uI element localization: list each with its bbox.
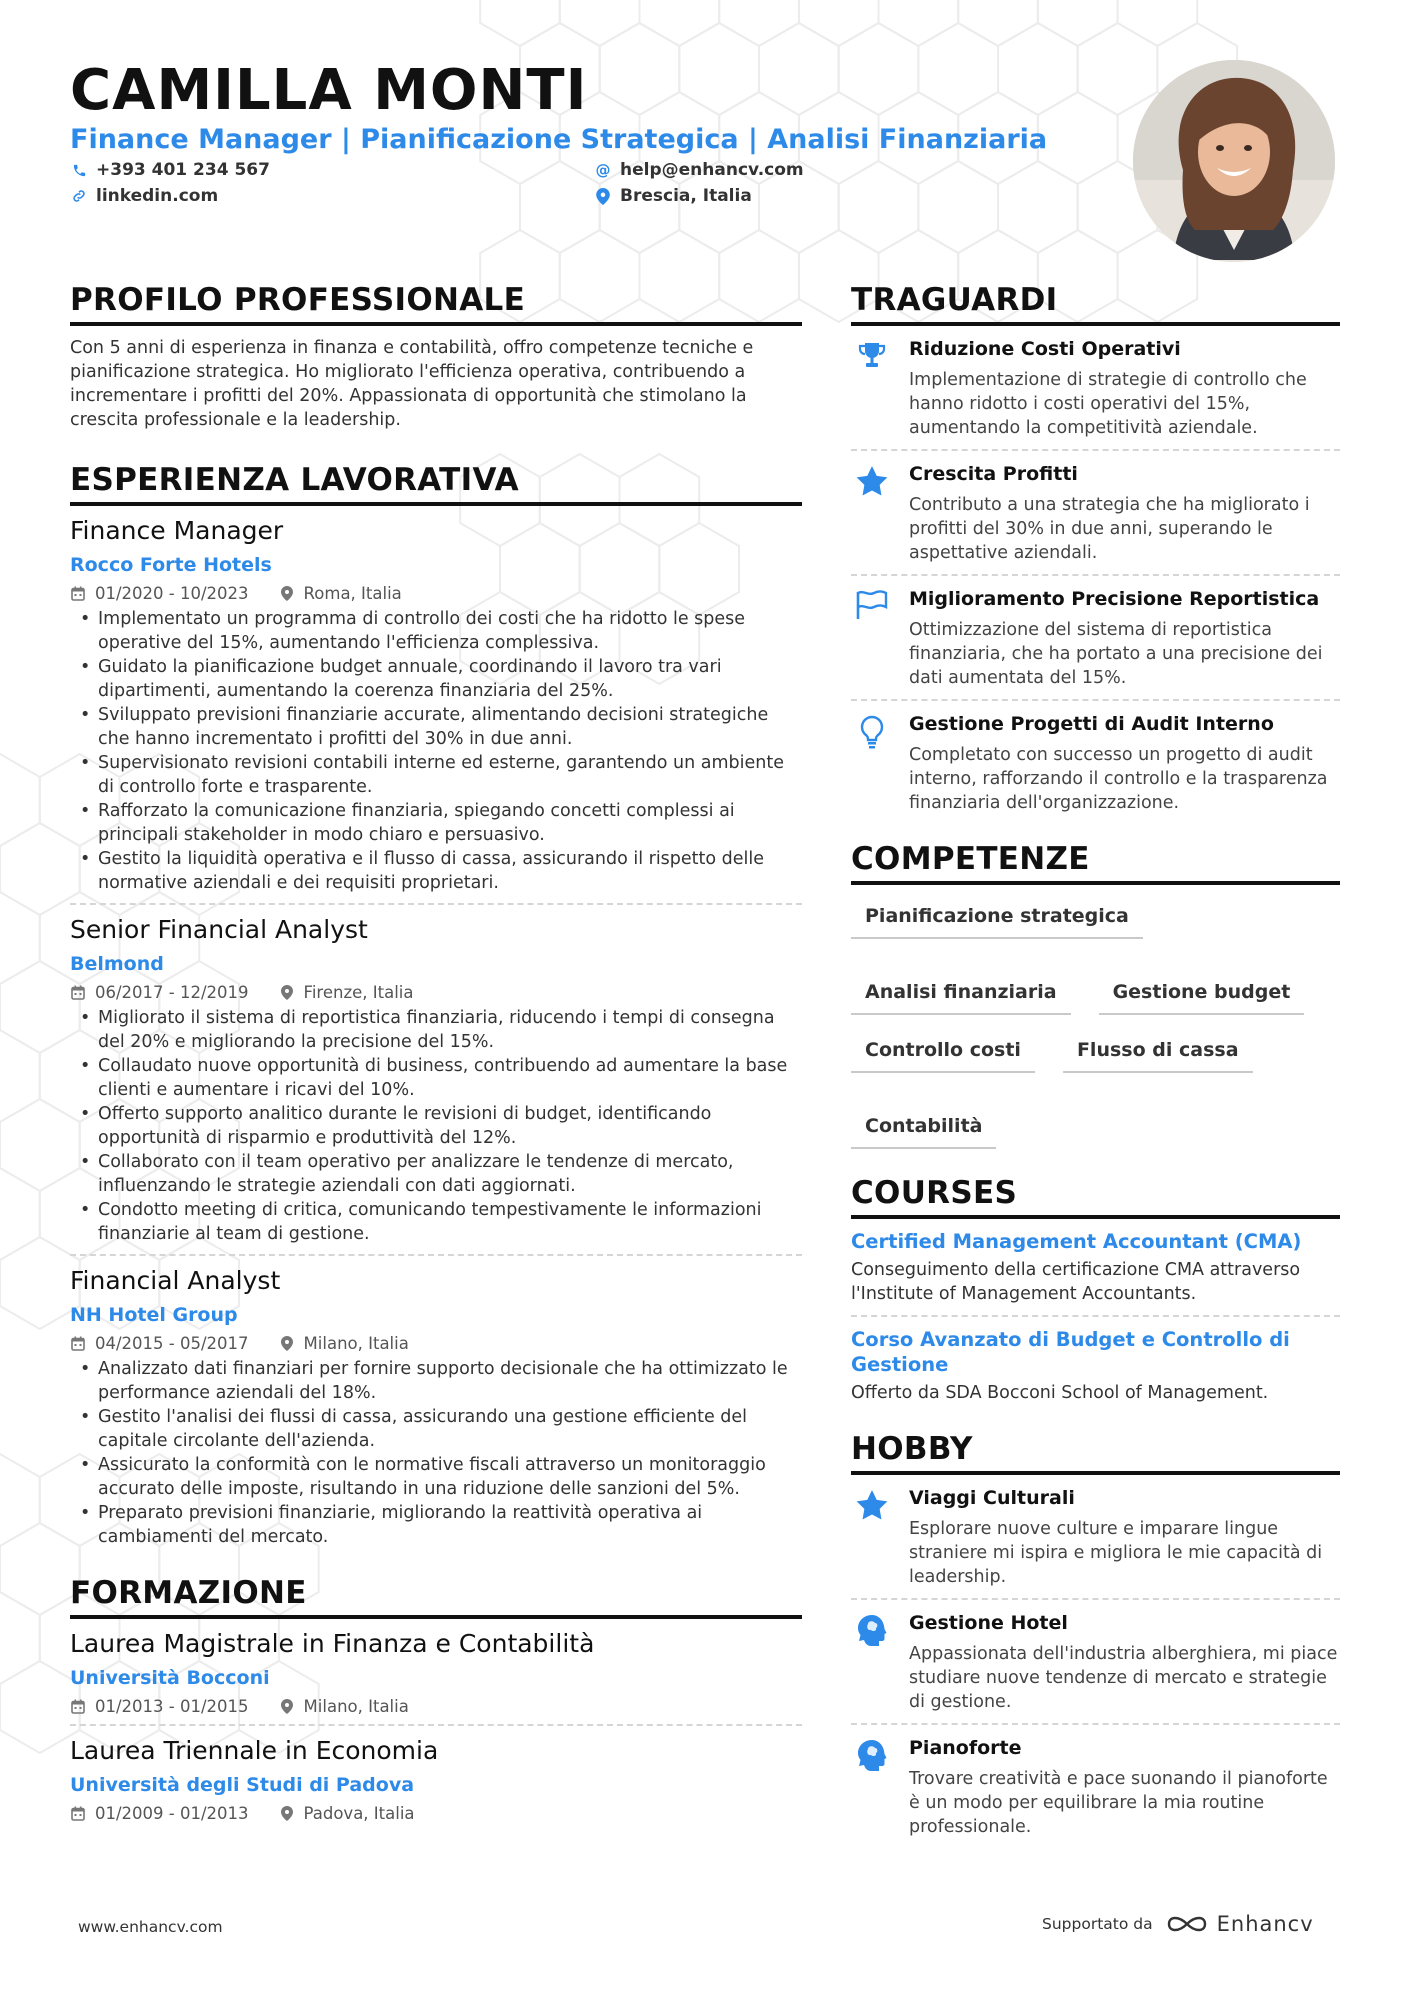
- date-range: [70, 1697, 249, 1716]
- hobby-body: [909, 1487, 1340, 1589]
- location-text: Firenze, Italia: [303, 983, 414, 1002]
- skill-tag: Pianificazione strategica: [851, 899, 1143, 939]
- location-pin-icon: [279, 1806, 295, 1821]
- education-entry: [70, 1736, 802, 1823]
- skill-tag: Analisi finanziaria: [851, 975, 1071, 1015]
- date-text: 01/2009 - 01/2013: [95, 1804, 249, 1823]
- achievement-item: [851, 451, 1340, 565]
- hobby-title: Viaggi Culturali: [909, 1487, 1075, 1509]
- profile-photo: [1133, 60, 1335, 262]
- section-title-courses: COURSES: [851, 1175, 1340, 1219]
- degree-title: Laurea Magistrale in Finanza e Contabilità: [70, 1629, 595, 1658]
- achievement-item: [851, 576, 1340, 690]
- achievement-body: [909, 338, 1340, 440]
- education-entry: [70, 1629, 802, 1726]
- courses-list: [851, 1229, 1340, 1405]
- location-text: Padova, Italia: [303, 1804, 415, 1823]
- skills-list: [851, 899, 1340, 1149]
- bullet-item: • Implementato un programma di controllo dei costi che ha ridotto le spese operative del 15%, aumentando l'efficienza complessiva.: [70, 607, 802, 655]
- job-title: Finance Manager: [70, 516, 284, 545]
- achievement-body: [909, 463, 1340, 565]
- meta-row: [70, 584, 802, 603]
- job-title: Financial Analyst: [70, 1266, 281, 1295]
- divider: [70, 903, 802, 905]
- bullet-item: • Sviluppato previsioni finanziarie accurate, alimentando decisioni strategiche che hanno incrementato i profitti del 30% in due anni.: [70, 703, 802, 751]
- hobby-body: [909, 1737, 1340, 1839]
- location-pin-icon: [279, 1336, 295, 1351]
- hobby-description: Trovare creatività e pace suonando il pianoforte è un modo per equilibrare la mia routine professionale.: [909, 1769, 1328, 1837]
- achievement-title: Riduzione Costi Operativi: [909, 338, 1181, 360]
- lightbulb-icon: [851, 713, 893, 815]
- linkedin-text: linkedin.com: [96, 186, 219, 206]
- enhancv-logo-icon: [1165, 1912, 1209, 1936]
- section-title-experience: ESPERIENZA LAVORATIVA: [70, 462, 802, 506]
- phone-icon: [70, 161, 88, 179]
- meta-row: [70, 1334, 802, 1353]
- hobby-item: [851, 1725, 1340, 1839]
- achievement-body: [909, 588, 1340, 690]
- location: [279, 584, 402, 603]
- bullet-item: • Offerto supporto analitico durante le revisioni di budget, identificando opportunità di risparmio e produttività del 12%.: [70, 1102, 802, 1150]
- location-text: Roma, Italia: [303, 584, 402, 603]
- bullet-item: • Condotto meeting di critica, comunicando tempestivamente le informazioni finanziarie al team di gestione.: [70, 1198, 802, 1246]
- meta-row: [70, 1804, 802, 1823]
- at-icon: @: [595, 161, 611, 179]
- divider: [70, 1254, 802, 1256]
- bullet-item: • Supervisionato revisioni contabili interne ed esterne, garantendo un ambiente di controllo forte e trasparente.: [70, 751, 802, 799]
- calendar-icon: [70, 1336, 86, 1351]
- bullet-item: • Analizzato dati finanziari per fornire supporto decisionale che ha ottimizzato le performance aziendali del 18%.: [70, 1357, 802, 1405]
- hobby-list: [851, 1475, 1340, 1839]
- location-pin-icon: [279, 586, 295, 601]
- footer-branding: [1042, 1912, 1314, 1936]
- link-icon: [70, 187, 88, 205]
- course-description: Conseguimento della certificazione CMA attraverso l'Institute of Management Accountants.: [851, 1260, 1301, 1304]
- star-icon: [851, 463, 893, 565]
- job-entry: [70, 516, 802, 905]
- head-icon: [851, 1612, 893, 1714]
- meta-row: [70, 983, 802, 1002]
- company-name[interactable]: NH Hotel Group: [70, 1304, 238, 1326]
- location: [279, 1697, 409, 1716]
- star-icon: [851, 1487, 893, 1589]
- hobby-description: Esplorare nuove culture e imparare lingue straniere mi ispira e migliora le mie capacità di leadership.: [909, 1519, 1323, 1587]
- calendar-icon: [70, 1699, 86, 1714]
- location: [279, 1804, 415, 1823]
- candidate-name: CAMILLA MONTI: [70, 58, 588, 123]
- head-icon: [851, 1737, 893, 1839]
- course-item: [851, 1327, 1340, 1405]
- bullet-item: • Collaborato con il team operativo per analizzare le tendenze di mercato, influenzando le strategie aziendali con dati aggiornati.: [70, 1150, 802, 1198]
- section-title-hobby: HOBBY: [851, 1431, 1340, 1475]
- phone-contact[interactable]: [70, 160, 270, 180]
- location-text: Milano, Italia: [303, 1697, 409, 1716]
- calendar-icon: [70, 1806, 86, 1821]
- skill-tag: Flusso di cassa: [1063, 1033, 1253, 1073]
- achievement-title: Crescita Profitti: [909, 463, 1078, 485]
- location-pin-icon: [279, 985, 295, 1000]
- school-name[interactable]: Università degli Studi di Padova: [70, 1774, 415, 1796]
- brand-text: Enhancv: [1216, 1912, 1314, 1936]
- divider: [70, 1724, 802, 1726]
- date-text: 01/2013 - 01/2015: [95, 1697, 249, 1716]
- headline: Finance Manager | Pianificazione Strategica | Analisi Finanziaria: [70, 124, 1048, 155]
- flag-icon: [851, 588, 893, 690]
- email-text: help@enhancv.com: [620, 160, 804, 180]
- company-name[interactable]: Rocco Forte Hotels: [70, 554, 272, 576]
- achievement-title: Miglioramento Precisione Reportistica: [909, 588, 1320, 610]
- section-title-profile: PROFILO PROFESSIONALE: [70, 282, 802, 326]
- hobby-item: [851, 1600, 1340, 1714]
- trophy-icon: [851, 338, 893, 440]
- bullet-item: • Assicurato la conformità con le normative fiscali attraverso un monitoraggio accurato delle imposte, risultando in una riduzione delle sanzioni del 5%.: [70, 1453, 802, 1501]
- date-range: [70, 1334, 249, 1353]
- skill-tag: Gestione budget: [1099, 975, 1305, 1015]
- phone-text: +393 401 234 567: [96, 160, 270, 180]
- school-name[interactable]: Università Bocconi: [70, 1667, 270, 1689]
- course-item: [851, 1229, 1340, 1306]
- job-entry: [70, 915, 802, 1256]
- course-title[interactable]: Corso Avanzato di Budget e Controllo di Gestione: [851, 1328, 1290, 1376]
- achievement-description: Implementazione di strategie di controllo che hanno ridotto i costi operativi del 15%, aumentando la competitività aziendale.: [909, 370, 1307, 438]
- skill-tag: Contabilità: [851, 1109, 996, 1149]
- job-title: Senior Financial Analyst: [70, 915, 368, 944]
- location: [279, 983, 414, 1002]
- bullet-item: • Migliorato il sistema di reportistica finanziaria, riducendo i tempi di consegna del 20% e migliorando la precisione del 15%.: [70, 1006, 802, 1054]
- skill-tag: Controllo costi: [851, 1033, 1035, 1073]
- bullet-item: • Gestito l'analisi dei flussi di cassa, assicurando una gestione efficiente del capitale circolante dell'azienda.: [70, 1405, 802, 1453]
- location-contact: [594, 186, 752, 206]
- calendar-icon: [70, 985, 86, 1000]
- bullet-item: • Gestito la liquidità operativa e il flusso di cassa, assicurando il rispetto delle normative aziendali e dei requisiti proprietari.: [70, 847, 802, 895]
- divider: [851, 1315, 1340, 1317]
- location-text: Milano, Italia: [303, 1334, 409, 1353]
- achievement-description: Completato con successo un progetto di audit interno, rafforzando il controllo e la trasparenza finanziaria dell'organizzazione.: [909, 745, 1328, 813]
- bullet-item: • Guidato la pianificazione budget annuale, coordinando il lavoro tra vari dipartimenti, aumentando la coerenza finanziaria del 25%.: [70, 655, 802, 703]
- footer-website[interactable]: www.enhancv.com: [78, 1918, 223, 1936]
- left-column: [70, 282, 802, 1823]
- section-title-achievements: TRAGUARDI: [851, 282, 1340, 326]
- bullet-item: • Collaudato nuove opportunità di business, contribuendo ad aumentare la base clienti e aumentare i ricavi del 10%.: [70, 1054, 802, 1102]
- experience-list: [70, 516, 802, 1549]
- section-title-skills: COMPETENZE: [851, 841, 1340, 885]
- achievement-item: [851, 326, 1340, 440]
- date-text: 01/2020 - 10/2023: [95, 584, 249, 603]
- section-title-education: FORMAZIONE: [70, 1575, 802, 1619]
- email-contact[interactable]: [594, 160, 804, 180]
- date-range: [70, 983, 249, 1002]
- location-pin-icon: [279, 1699, 295, 1714]
- date-text: 06/2017 - 12/2019: [95, 983, 249, 1002]
- hobby-description: Appassionata dell'industria alberghiera, mi piace studiare nuove tendenze di mercato e strategie di gestione.: [909, 1644, 1338, 1712]
- course-description: Offerto da SDA Bocconi School of Management.: [851, 1383, 1269, 1403]
- course-title[interactable]: Certified Management Accountant (CMA): [851, 1230, 1302, 1253]
- date-range: [70, 584, 249, 603]
- company-name[interactable]: Belmond: [70, 953, 164, 975]
- achievement-description: Contributo a una strategia che ha migliorato i profitti del 30% in due anni, superando le aspettative aziendali.: [909, 495, 1310, 563]
- bullet-list: [70, 1357, 802, 1549]
- achievement-body: [909, 713, 1340, 815]
- profile-summary: Con 5 anni di esperienza in finanza e contabilità, offro competenze tecniche e pianificazione strategica. Ho migliorato l'efficienza operativa, contribuendo a incrementare i profitti del 20%. Appassionata di opportunità che stimolano la crescita professionale e la leadership.: [70, 338, 754, 430]
- achievement-item: [851, 701, 1340, 815]
- bullet-item: • Preparato previsioni finanziarie, migliorando la reattività operativa ai cambiamenti del mercato.: [70, 1501, 802, 1549]
- achievements-list: [851, 326, 1340, 815]
- location: [279, 1334, 409, 1353]
- right-column: [851, 282, 1340, 1839]
- date-text: 04/2015 - 05/2017: [95, 1334, 249, 1353]
- job-entry: [70, 1266, 802, 1549]
- location-pin-icon: [594, 187, 612, 205]
- bullet-list: [70, 607, 802, 895]
- powered-by-text: Supportato da: [1042, 1915, 1153, 1933]
- enhancv-logo[interactable]: [1165, 1912, 1314, 1936]
- linkedin-contact[interactable]: [70, 186, 218, 206]
- location-text: Brescia, Italia: [620, 186, 752, 206]
- education-list: [70, 1629, 802, 1823]
- bullet-item: • Rafforzato la comunicazione finanziaria, spiegando concetti complessi ai principali stakeholder in modo chiaro e persuasivo.: [70, 799, 802, 847]
- bullet-list: [70, 1006, 802, 1246]
- hobby-title: Pianoforte: [909, 1737, 1022, 1759]
- hobby-body: [909, 1612, 1340, 1714]
- calendar-icon: [70, 586, 86, 601]
- meta-row: [70, 1697, 802, 1716]
- achievement-title: Gestione Progetti di Audit Interno: [909, 713, 1274, 735]
- hobby-item: [851, 1475, 1340, 1589]
- date-range: [70, 1804, 249, 1823]
- achievement-description: Ottimizzazione del sistema di reportistica finanziaria, che ha portato a una precisione dei dati aumentata del 15%.: [909, 620, 1323, 688]
- degree-title: Laurea Triennale in Economia: [70, 1736, 439, 1765]
- hobby-title: Gestione Hotel: [909, 1612, 1068, 1634]
